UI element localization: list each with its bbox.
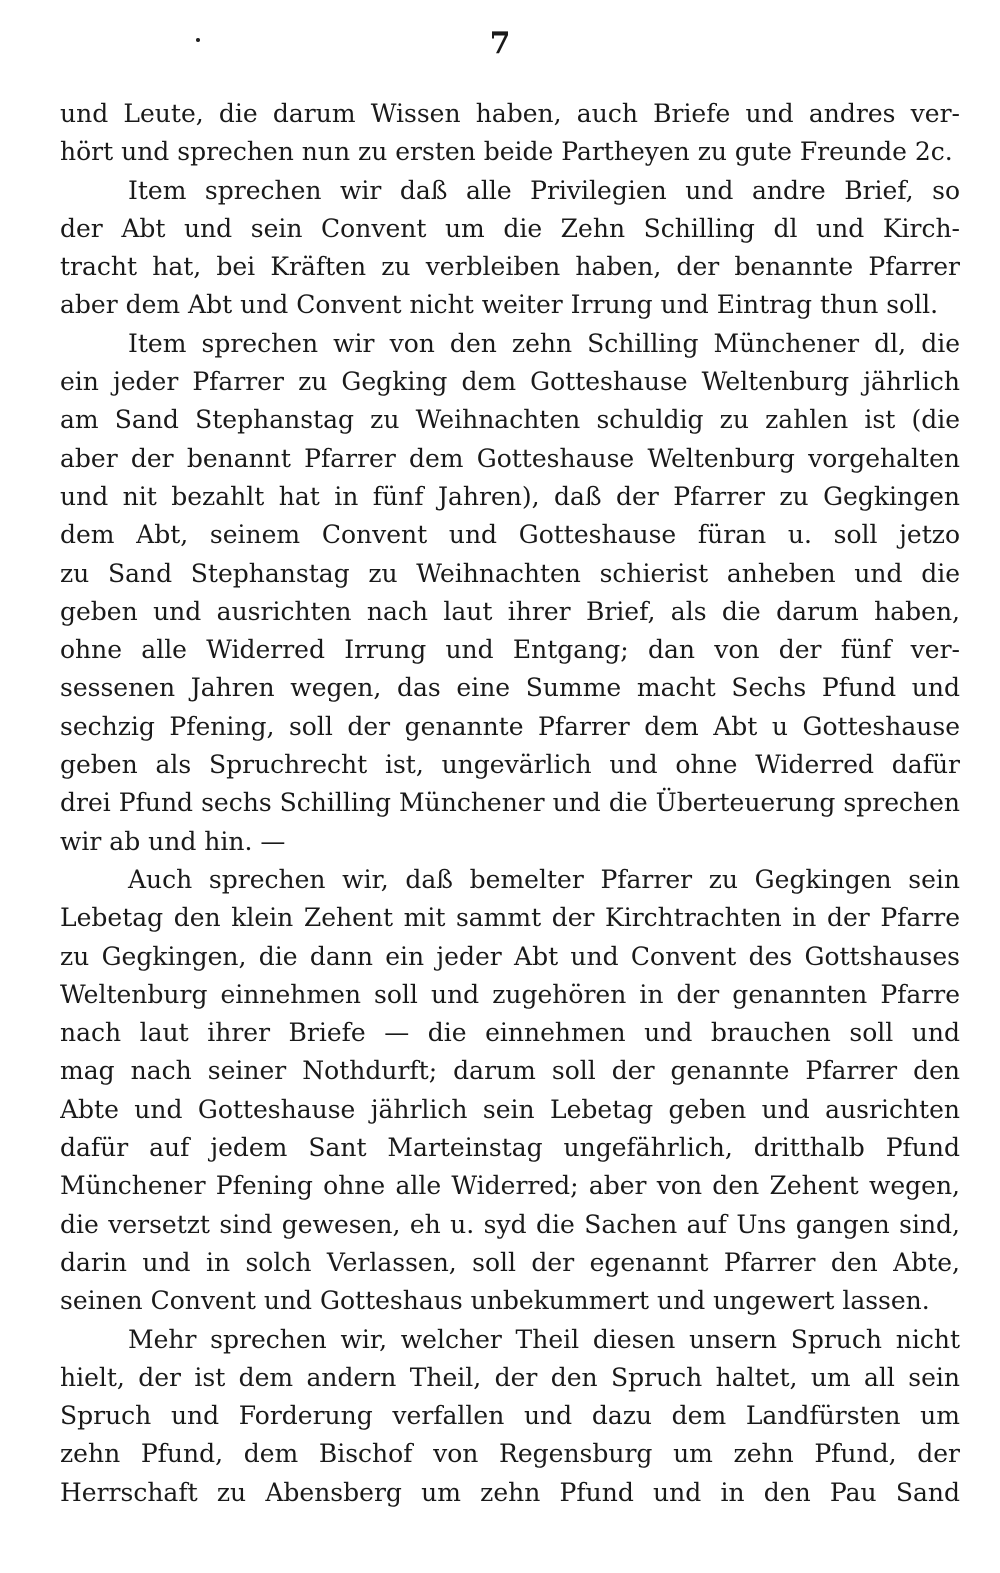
text-line: hört und sprechen nun zu ersten beide Partheyen zu gute Freunde 2c. — [60, 137, 953, 167]
text-line: die versetzt sind gewesen, eh u. syd die Sachen auf Uns gangen sind, — [60, 1209, 960, 1239]
text-line: aber der benannt Pfarrer dem Gotteshause Weltenburg vorgehalten — [60, 443, 960, 473]
text-line: und Leute, die darum Wissen haben, auch Briefe und andres ver- — [60, 99, 960, 128]
body-text — [60, 95, 960, 1512]
text-line: nach laut ihrer Briefe — die einnehmen und brauchen soll und — [60, 1018, 960, 1048]
text-line: seinen Convent und Gotteshaus unbekummert und ungewert lassen. — [60, 1286, 930, 1316]
text-line: geben als Spruchrecht ist, ungevärlich und ohne Widerred dafür — [60, 750, 960, 780]
text-line: und nit bezahlt hat in fünf Jahren), daß der Pfarrer zu Gegkingen — [60, 481, 960, 511]
text-line: ein jeder Pfarrer zu Gegking dem Gotteshause Weltenburg jährlich — [60, 367, 960, 397]
text-line: dem Abt, seinem Convent und Gotteshause füran u. soll jetzo — [60, 520, 960, 550]
text-line: sechzig Pfening, soll der genannte Pfarrer dem Abt u Gotteshause — [60, 711, 960, 741]
text-line: ohne alle Widerred Irrung und Entgang; dan von der fünf ver- — [60, 635, 960, 665]
text-line: Herrschaft zu Abensberg um zehn Pfund und in den Pau Sand — [60, 1477, 960, 1507]
text-line: Mehr sprechen wir, welcher Theil diesen unsern Spruch nicht — [128, 1324, 960, 1354]
text-line: tracht hat, bei Kräften zu verbleiben haben, der benannte Pfarrer — [60, 252, 960, 282]
text-line: der Abt und sein Convent um die Zehn Schilling dl und Kirch- — [60, 213, 960, 243]
text-line: am Sand Stephanstag zu Weihnachten schuldig zu zahlen ist (die — [60, 405, 960, 435]
text-line: wir ab und hin. — — [60, 826, 286, 856]
text-line: sessenen Jahren wegen, das eine Summe macht Sechs Pfund und — [60, 673, 960, 703]
text-line: zehn Pfund, dem Bischof von Regensburg um zehn Pfund, der — [60, 1439, 960, 1469]
page-number: 7 — [489, 26, 511, 61]
text-line: darin und in solch Verlassen, soll der egenannt Pfarrer den Abte, — [60, 1247, 960, 1277]
text-line: aber dem Abt und Convent nicht weiter Irrung und Eintrag thun soll. — [60, 290, 939, 320]
text-line: Spruch und Forderung verfallen und dazu dem Landfürsten um — [60, 1401, 960, 1431]
text-line: hielt, der ist dem andern Theil, der den Spruch haltet, um all sein — [60, 1362, 960, 1392]
text-line: Auch sprechen wir, daß bemelter Pfarrer zu Gegkingen sein — [128, 864, 960, 894]
text-line: dafür auf jedem Sant Marteinstag ungefährlich, dritthalb Pfund — [60, 1133, 960, 1163]
text-line: Lebetag den klein Zehent mit sammt der Kirchtrachten in der Pfarre — [60, 903, 960, 933]
text-line: zu Sand Stephanstag zu Weihnachten schierist anheben und die — [60, 558, 960, 588]
text-line: Abte und Gotteshause jährlich sein Lebetag geben und ausrichten — [60, 1094, 960, 1124]
text-line: geben und ausrichten nach laut ihrer Brief, als die darum haben, — [60, 596, 960, 626]
text-line: Münchener Pfening ohne alle Widerred; aber von den Zehent wegen, — [60, 1171, 960, 1201]
text-line: zu Gegkingen, die dann ein jeder Abt und Convent des Gottshauses — [60, 941, 960, 971]
text-line: Item sprechen wir von den zehn Schilling Münchener dl, die — [128, 328, 960, 358]
text-line: Item sprechen wir daß alle Privilegien und andre Brief, so — [128, 175, 960, 205]
text-line: drei Pfund sechs Schilling Münchener und die Überteuerung sprechen — [60, 788, 960, 818]
text-line: mag nach seiner Nothdurft; darum soll der genannte Pfarrer den — [60, 1056, 960, 1086]
text-line: Weltenburg einnehmen soll und zugehören in der genannten Pfarre — [60, 979, 960, 1009]
